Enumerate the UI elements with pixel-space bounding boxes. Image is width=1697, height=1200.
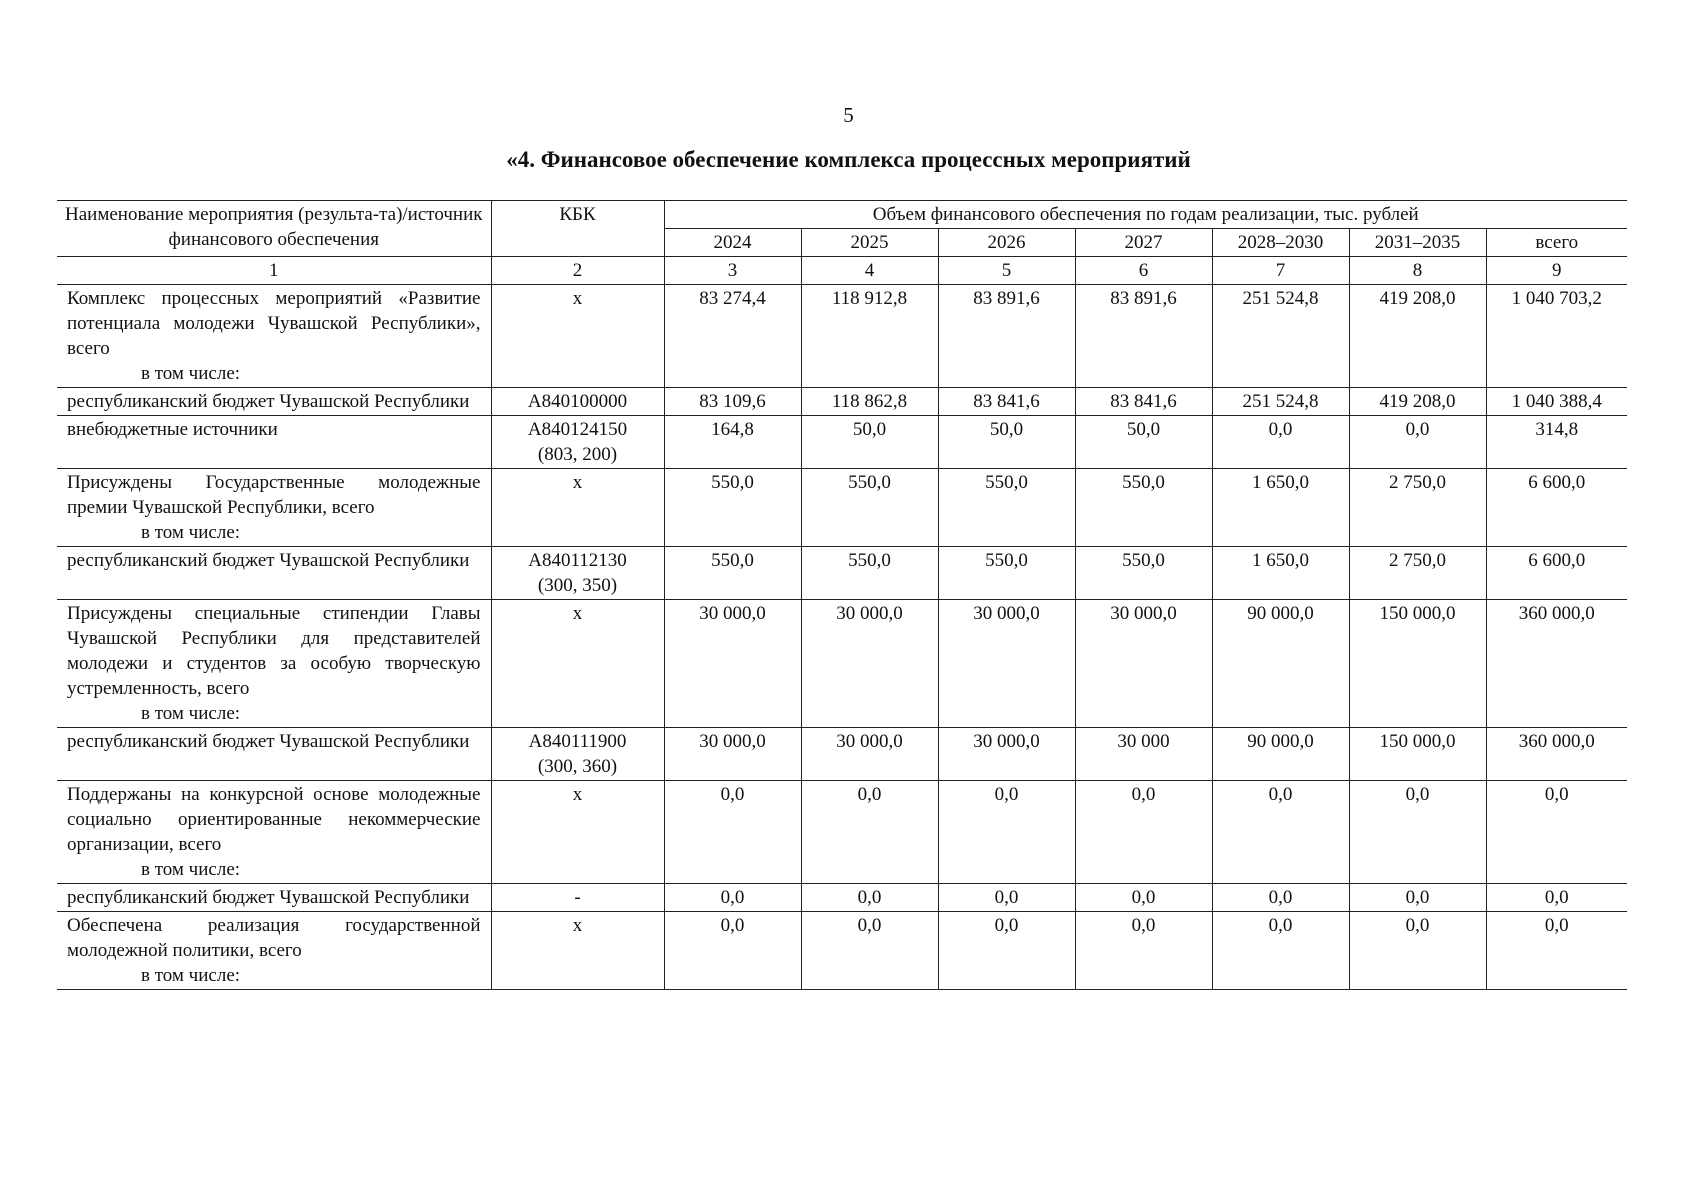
value-cell: 360 000,0 bbox=[1486, 728, 1627, 781]
row-name-cell bbox=[57, 285, 491, 388]
value-cell: 0,0 bbox=[1486, 912, 1627, 990]
value-cell: 50,0 bbox=[1075, 416, 1212, 469]
row-name-cell bbox=[57, 884, 491, 912]
row-kbk-cell bbox=[491, 388, 664, 416]
column-number-cell: 7 bbox=[1212, 257, 1349, 285]
header-year-cell: 2024 bbox=[664, 229, 801, 257]
table-row bbox=[57, 912, 1627, 990]
value-cell: 118 912,8 bbox=[801, 285, 938, 388]
financing-table bbox=[57, 200, 1627, 990]
value-cell: 0,0 bbox=[801, 884, 938, 912]
row-subtitle: в том числе: bbox=[141, 703, 241, 724]
value-cell: 0,0 bbox=[664, 781, 801, 884]
header-row bbox=[57, 201, 1627, 229]
value-cell: 550,0 bbox=[664, 469, 801, 547]
value-cell: 0,0 bbox=[1486, 781, 1627, 884]
value-cell: 251 524,8 bbox=[1212, 285, 1349, 388]
column-number-cell: 4 bbox=[801, 257, 938, 285]
row-name: Присуждены специальные стипендии Главы Чувашской Республики для представителей молодежи и студентов за особую творческую устремленность, всего bbox=[67, 603, 481, 699]
value-cell: 150 000,0 bbox=[1349, 600, 1486, 728]
row-name: внебюджетные источники bbox=[67, 419, 278, 440]
value-cell: 1 040 388,4 bbox=[1486, 388, 1627, 416]
table-row bbox=[57, 416, 1627, 469]
value-cell: 0,0 bbox=[801, 912, 938, 990]
row-kbk-cell bbox=[491, 469, 664, 547]
table-row bbox=[57, 388, 1627, 416]
kbk-code: - bbox=[574, 887, 581, 908]
row-kbk-cell bbox=[491, 285, 664, 388]
value-cell: 0,0 bbox=[1486, 884, 1627, 912]
column-number-cell: 3 bbox=[664, 257, 801, 285]
value-cell: 83 891,6 bbox=[1075, 285, 1212, 388]
kbk-code: х bbox=[572, 472, 583, 493]
value-cell: 0,0 bbox=[1349, 912, 1486, 990]
value-cell: 150 000,0 bbox=[1349, 728, 1486, 781]
value-cell: 550,0 bbox=[664, 547, 801, 600]
column-number-cell: 8 bbox=[1349, 257, 1486, 285]
value-cell: 90 000,0 bbox=[1212, 728, 1349, 781]
kbk-code: А840112130 bbox=[528, 550, 627, 571]
table-row bbox=[57, 600, 1627, 728]
column-number-cell: 1 bbox=[57, 257, 491, 285]
value-cell: 83 841,6 bbox=[938, 388, 1075, 416]
value-cell: 0,0 bbox=[664, 912, 801, 990]
value-cell: 30 000,0 bbox=[664, 728, 801, 781]
kbk-code: А840100000 bbox=[527, 391, 628, 412]
column-number-cell: 5 bbox=[938, 257, 1075, 285]
value-cell: 30 000,0 bbox=[938, 600, 1075, 728]
value-cell: 50,0 bbox=[938, 416, 1075, 469]
row-subtitle: в том числе: bbox=[141, 363, 241, 384]
value-cell: 6 600,0 bbox=[1486, 547, 1627, 600]
row-name: Присуждены Государственные молодежные премии Чувашской Республики, всего bbox=[67, 472, 481, 518]
value-cell: 1 650,0 bbox=[1212, 547, 1349, 600]
kbk-code: х bbox=[572, 288, 583, 309]
value-cell: 0,0 bbox=[1212, 884, 1349, 912]
value-cell: 83 891,6 bbox=[938, 285, 1075, 388]
kbk-code: х bbox=[572, 784, 583, 805]
value-cell: 251 524,8 bbox=[1212, 388, 1349, 416]
row-name: Поддержаны на конкурсной основе молодежные социально ориентированные некоммерческие организации, всего bbox=[67, 784, 481, 855]
document-title: «4. Финансовое обеспечение комплекса процессных мероприятий bbox=[506, 147, 1191, 172]
row-subtitle: в том числе: bbox=[141, 522, 241, 543]
value-cell: 360 000,0 bbox=[1486, 600, 1627, 728]
row-name-cell bbox=[57, 388, 491, 416]
header-year-cell: 2026 bbox=[938, 229, 1075, 257]
value-cell: 0,0 bbox=[801, 781, 938, 884]
kbk-code: А840111900 bbox=[528, 731, 627, 752]
value-cell: 0,0 bbox=[938, 781, 1075, 884]
kbk-code: А840124150 bbox=[527, 419, 628, 440]
row-kbk-cell bbox=[491, 547, 664, 600]
value-cell: 0,0 bbox=[1349, 416, 1486, 469]
value-cell: 30 000 bbox=[1075, 728, 1212, 781]
row-kbk-cell bbox=[491, 728, 664, 781]
page-number: 5 bbox=[843, 103, 854, 127]
kbk-code: х bbox=[572, 603, 583, 624]
row-name: республиканский бюджет Чувашской Республики bbox=[67, 887, 470, 908]
value-cell: 30 000,0 bbox=[1075, 600, 1212, 728]
column-number-cell: 6 bbox=[1075, 257, 1212, 285]
header-year-cell: 2028–2030 bbox=[1212, 229, 1349, 257]
value-cell: 419 208,0 bbox=[1349, 285, 1486, 388]
value-cell: 550,0 bbox=[1075, 547, 1212, 600]
row-name-cell bbox=[57, 547, 491, 600]
value-cell: 6 600,0 bbox=[1486, 469, 1627, 547]
kbk-code: х bbox=[572, 915, 583, 936]
column-number-cell: 2 bbox=[491, 257, 664, 285]
value-cell: 30 000,0 bbox=[801, 728, 938, 781]
row-name-cell bbox=[57, 469, 491, 547]
value-cell: 50,0 bbox=[801, 416, 938, 469]
value-cell: 0,0 bbox=[1212, 912, 1349, 990]
kbk-code: (803, 200) bbox=[537, 444, 618, 465]
table-row bbox=[57, 728, 1627, 781]
value-cell: 2 750,0 bbox=[1349, 469, 1486, 547]
row-kbk-cell bbox=[491, 600, 664, 728]
value-cell: 550,0 bbox=[938, 547, 1075, 600]
value-cell: 90 000,0 bbox=[1212, 600, 1349, 728]
value-cell: 550,0 bbox=[1075, 469, 1212, 547]
row-name-cell bbox=[57, 912, 491, 990]
value-cell: 30 000,0 bbox=[664, 600, 801, 728]
header-numbers-row bbox=[57, 257, 1627, 285]
value-cell: 550,0 bbox=[938, 469, 1075, 547]
row-kbk-cell bbox=[491, 781, 664, 884]
value-cell: 550,0 bbox=[801, 469, 938, 547]
value-cell: 164,8 bbox=[664, 416, 801, 469]
value-cell: 0,0 bbox=[1349, 781, 1486, 884]
value-cell: 118 862,8 bbox=[801, 388, 938, 416]
header-year-cell: 2025 bbox=[801, 229, 938, 257]
table-row bbox=[57, 884, 1627, 912]
value-cell: 0,0 bbox=[1075, 781, 1212, 884]
value-cell: 0,0 bbox=[664, 884, 801, 912]
row-name-cell bbox=[57, 781, 491, 884]
value-cell: 0,0 bbox=[1212, 416, 1349, 469]
row-name: Комплекс процессных мероприятий «Развитие потенциала молодежи Чувашской Республики», всего bbox=[67, 288, 481, 359]
value-cell: 0,0 bbox=[1349, 884, 1486, 912]
row-subtitle: в том числе: bbox=[141, 859, 241, 880]
row-name-cell bbox=[57, 600, 491, 728]
value-cell: 0,0 bbox=[1075, 912, 1212, 990]
header-year-cell: 2027 bbox=[1075, 229, 1212, 257]
row-name: республиканский бюджет Чувашской Республики bbox=[67, 391, 470, 412]
table-row bbox=[57, 547, 1627, 600]
value-cell: 0,0 bbox=[1075, 884, 1212, 912]
row-subtitle: в том числе: bbox=[141, 965, 241, 986]
row-kbk-cell bbox=[491, 416, 664, 469]
value-cell: 314,8 bbox=[1486, 416, 1627, 469]
value-cell: 83 841,6 bbox=[1075, 388, 1212, 416]
row-kbk-cell bbox=[491, 884, 664, 912]
value-cell: 83 274,4 bbox=[664, 285, 801, 388]
header-volume-cell: Объем финансового обеспечения по годам реализации, тыс. рублей bbox=[664, 201, 1627, 229]
header-kbk-cell: КБК bbox=[491, 201, 664, 257]
value-cell: 2 750,0 bbox=[1349, 547, 1486, 600]
value-cell: 83 109,6 bbox=[664, 388, 801, 416]
table-row bbox=[57, 469, 1627, 547]
header-name-cell: Наименование мероприятия (результа-та)/источник финансового обеспечения bbox=[57, 201, 491, 257]
kbk-code: (300, 360) bbox=[537, 756, 618, 777]
row-name: республиканский бюджет Чувашской Республики bbox=[67, 550, 470, 571]
table-row bbox=[57, 781, 1627, 884]
column-number-cell: 9 bbox=[1486, 257, 1627, 285]
header-year-cell: 2031–2035 bbox=[1349, 229, 1486, 257]
row-name: республиканский бюджет Чувашской Республики bbox=[67, 731, 470, 752]
value-cell: 30 000,0 bbox=[801, 600, 938, 728]
value-cell: 0,0 bbox=[1212, 781, 1349, 884]
value-cell: 0,0 bbox=[938, 884, 1075, 912]
value-cell: 419 208,0 bbox=[1349, 388, 1486, 416]
value-cell: 1 040 703,2 bbox=[1486, 285, 1627, 388]
value-cell: 30 000,0 bbox=[938, 728, 1075, 781]
row-name: Обеспечена реализация государственной молодежной политики, всего bbox=[67, 915, 481, 961]
row-name-cell bbox=[57, 416, 491, 469]
kbk-code: (300, 350) bbox=[537, 575, 618, 596]
row-name-cell bbox=[57, 728, 491, 781]
table-row bbox=[57, 285, 1627, 388]
value-cell: 550,0 bbox=[801, 547, 938, 600]
value-cell: 1 650,0 bbox=[1212, 469, 1349, 547]
value-cell: 0,0 bbox=[938, 912, 1075, 990]
row-kbk-cell bbox=[491, 912, 664, 990]
header-year-cell: всего bbox=[1486, 229, 1627, 257]
